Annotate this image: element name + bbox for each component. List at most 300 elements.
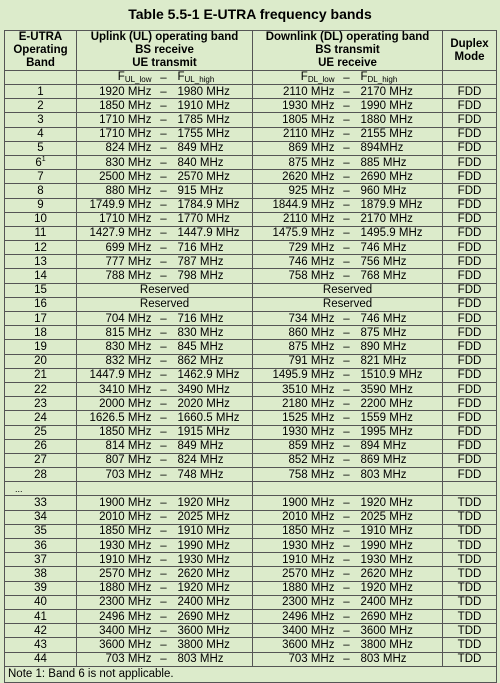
downlink-cell-high: 756 MHz [360,255,407,268]
uplink-cell-low: 1880 MHz [99,582,152,595]
duplex-cell: FDD [443,425,497,439]
downlink-cell-low: 758 MHz [288,468,335,481]
band-number: 8 [37,184,44,197]
uplink-cell-low: 3600 MHz [99,638,152,651]
dash: – [160,397,167,410]
uplink-cell [77,127,253,141]
dash: – [343,369,350,382]
uplink-cell [77,326,253,340]
duplex-cell: FDD [443,127,497,141]
downlink-cell [253,468,443,482]
uplink-cell [77,624,253,638]
band-number: 2 [37,99,44,112]
uplink-cell [77,425,253,439]
downlink-cell-high: 2620 MHz [360,567,413,580]
uplink-cell-low: 1710 MHz [99,213,152,226]
band-number: 24 [34,411,47,424]
band-number: 22 [34,383,47,396]
table-row [5,326,497,340]
dash: – [160,128,167,141]
downlink-cell-low: 1930 MHz [282,99,335,112]
band-cell [5,241,77,255]
table-row [5,425,497,439]
uplink-cell-high: 2400 MHz [177,596,230,609]
downlink-cell-low: 1844.9 MHz [272,199,335,212]
ul-low-label: F [117,71,125,83]
duplex-cell: FDD [443,411,497,425]
downlink-cell-high: 3590 MHz [360,383,413,396]
downlink-header [253,31,443,71]
band-cell [5,226,77,240]
downlink-cell-low: 1525 MHz [282,411,335,424]
uplink-cell-high: 2025 MHz [177,511,230,524]
duplex-cell: TDD [443,609,497,623]
band-number: 17 [34,312,47,325]
dash: – [160,99,167,112]
downlink-cell [253,170,443,184]
table-row [5,397,497,411]
downlink-cell-high: 1880 MHz [360,113,413,126]
dash: – [160,170,167,183]
dash: – [343,454,350,467]
downlink-cell [253,510,443,524]
duplex-cell: FDD [443,85,497,99]
dl-high-label: F [360,71,368,83]
band-footnote-marker: 1 [41,156,46,164]
table-row [5,496,497,510]
duplex-cell: FDD [443,241,497,255]
table-row [5,212,497,226]
downlink-cell-high: 2400 MHz [360,596,413,609]
downlink-cell [253,85,443,99]
downlink-cell-high: 2690 MHz [360,610,413,623]
uplink-cell [77,382,253,396]
downlink-cell-low: 2110 MHz [282,213,335,226]
band-number: 15 [34,284,47,297]
dash: – [343,383,350,396]
band-number: 25 [34,426,47,439]
table-row [5,113,497,127]
dash: – [160,340,167,353]
dash: – [343,312,350,325]
dash: – [343,624,350,637]
band-number: 3 [37,113,44,126]
uplink-subheader [77,71,253,85]
duplex-header [443,31,497,71]
uplink-cell-low: 824 MHz [105,142,152,155]
downlink-cell-low: 3510 MHz [282,383,335,396]
band-number: 19 [34,340,47,353]
downlink-cell [253,226,443,240]
downlink-cell-low: 2300 MHz [282,596,335,609]
dash: – [343,511,350,524]
downlink-cell-high: 2025 MHz [360,511,413,524]
uplink-cell [77,581,253,595]
duplex-cell: TDD [443,652,497,666]
dash: – [160,567,167,580]
table-row [5,155,497,169]
downlink-cell-high: 2155 MHz [360,128,413,141]
downlink-cell-low: 1910 MHz [282,553,335,566]
duplex-cell: TDD [443,539,497,553]
uplink-cell-low: 3410 MHz [99,383,152,396]
band-number: 44 [34,653,47,666]
downlink-cell-low: 859 MHz [288,440,335,453]
band-cell [5,255,77,269]
band-cell [5,312,77,326]
uplink-cell [77,85,253,99]
uplink-cell-high: 1785 MHz [177,113,230,126]
downlink-cell [253,326,443,340]
duplex-subheader [443,71,497,85]
dash: – [343,255,350,268]
downlink-cell-low: 860 MHz [288,326,335,339]
uplink-cell-high: 1920 MHz [177,582,230,595]
uplink-cell-high: 2020 MHz [177,397,230,410]
dash: – [160,255,167,268]
downlink-cell-low: 852 MHz [288,454,335,467]
duplex-cell: TDD [443,638,497,652]
dash: – [160,454,167,467]
downlink-cell-low: 703 MHz [288,653,335,666]
downlink-cell [253,638,443,652]
uplink-cell [77,439,253,453]
downlink-cell-high: 2690 MHz [360,170,413,183]
dash: – [160,624,167,637]
downlink-cell-low: 3600 MHz [282,638,335,651]
table-row [5,624,497,638]
band-cell [5,85,77,99]
uplink-cell-high: 1784.9 MHz [177,199,240,212]
duplex-cell: FDD [443,340,497,354]
downlink-cell-text: Reserved [322,284,373,297]
downlink-cell [253,397,443,411]
table-row [5,524,497,538]
dash: – [160,326,167,339]
downlink-cell [253,340,443,354]
band-cell [5,382,77,396]
uplink-cell-low: 1850 MHz [99,525,152,538]
table-title: Table 5.5-1 E-UTRA frequency bands [128,6,372,22]
duplex-header-line2: Mode [454,50,485,63]
downlink-cell [253,609,443,623]
downlink-cell-high: 1879.9 MHz [360,199,423,212]
uplink-cell-high: 1447.9 MHz [177,227,240,240]
band-number: 39 [34,582,47,595]
band-number: 16 [34,298,47,311]
table-row [5,468,497,482]
uplink-cell [77,553,253,567]
dash: – [343,582,350,595]
band-cell [5,184,77,198]
downlink-cell-low: 2180 MHz [282,397,335,410]
band-number: 20 [34,355,47,368]
uplink-cell [77,354,253,368]
band-number: 27 [34,454,47,467]
downlink-cell-high: 1920 MHz [360,582,413,595]
dash: – [343,170,350,183]
dash: – [343,596,350,609]
downlink-cell [253,539,443,553]
uplink-cell-text: Reserved [139,298,190,311]
uplink-cell-high: 845 MHz [177,340,224,353]
downlink-cell-low: 925 MHz [288,184,335,197]
band-number: 18 [34,326,47,339]
uplink-cell [77,397,253,411]
dash: – [160,156,167,169]
downlink-cell-high: 960 MHz [360,184,407,197]
duplex-cell: TDD [443,581,497,595]
downlink-cell-high: 1495.9 MHz [360,227,423,240]
table-row [5,581,497,595]
band-number: 41 [34,610,47,623]
dash: – [160,539,167,552]
uplink-cell-high: 1915 MHz [177,426,230,439]
uplink-cell-low: 2300 MHz [99,596,152,609]
duplex-cell [443,482,497,496]
uplink-cell-low: 1626.5 MHz [89,411,152,424]
band-number: 23 [34,397,47,410]
downlink-cell-high: 869 MHz [360,454,407,467]
band-number: 10 [34,213,47,226]
downlink-cell-high: 1990 MHz [360,539,413,552]
downlink-cell [253,99,443,113]
table-row [5,439,497,453]
band-cell [5,439,77,453]
uplink-cell-high: 716 MHz [177,241,224,254]
downlink-cell-low: 875 MHz [288,340,335,353]
duplex-cell: FDD [443,184,497,198]
duplex-cell: FDD [443,212,497,226]
band-header-line2: Operating [13,44,68,56]
downlink-cell [253,283,443,297]
downlink-header-line3: UE receive [318,57,377,69]
band-number: 34 [34,511,47,524]
downlink-cell-high: 1510.9 MHz [360,369,423,382]
table-row [5,354,497,368]
downlink-cell-high: 803 MHz [360,653,407,666]
duplex-cell: FDD [443,397,497,411]
uplink-cell [77,496,253,510]
uplink-cell [77,524,253,538]
downlink-cell [253,141,443,155]
uplink-cell-low: 1749.9 MHz [89,199,152,212]
uplink-cell [77,567,253,581]
dash: – [160,270,167,283]
downlink-cell [253,382,443,396]
uplink-cell-low: 1920 MHz [99,85,152,98]
uplink-cell-high: 716 MHz [177,312,224,325]
uplink-cell-low: 1710 MHz [99,113,152,126]
downlink-cell [253,255,443,269]
dl-high-sub: DL_high [367,75,398,84]
duplex-cell: FDD [443,468,497,482]
downlink-cell [253,297,443,311]
table-row [5,99,497,113]
ul-high-label: F [177,71,185,83]
uplink-cell-high: 3800 MHz [177,638,230,651]
dash: – [160,184,167,197]
table-row [5,340,497,354]
dash: – [343,411,350,424]
downlink-cell [253,241,443,255]
dash: – [160,440,167,453]
dash: – [160,383,167,396]
downlink-cell [253,312,443,326]
uplink-header-line2: BS receive [135,44,194,56]
band-cell [5,170,77,184]
dash: – [343,440,350,453]
duplex-cell: FDD [443,326,497,340]
uplink-cell-low: 2496 MHz [99,610,152,623]
dash: – [343,199,350,212]
downlink-cell-high: 2200 MHz [360,397,413,410]
band-cell [5,113,77,127]
band-cell [5,155,77,169]
uplink-cell-high: 748 MHz [177,468,224,481]
downlink-cell [253,453,443,467]
uplink-cell [77,226,253,240]
downlink-cell-high: 2170 MHz [360,213,413,226]
dash: – [343,227,350,240]
dash: – [160,71,167,84]
dash: – [160,369,167,382]
band-number: 9 [37,199,44,212]
duplex-cell: FDD [443,155,497,169]
dash: – [160,113,167,126]
downlink-cell [253,127,443,141]
table-row [5,609,497,623]
dash: – [343,99,350,112]
duplex-cell: FDD [443,99,497,113]
downlink-cell-high: 890 MHz [360,340,407,353]
band-number: 1 [37,85,44,98]
uplink-cell-text: Reserved [139,284,190,297]
table-row [5,85,497,99]
frequency-bands-table [4,30,497,683]
downlink-cell-high: 875 MHz [360,326,407,339]
downlink-cell-low: 1930 MHz [282,539,335,552]
table-row [5,539,497,553]
band-cell [5,539,77,553]
uplink-cell [77,510,253,524]
uplink-cell-high: 2570 MHz [177,170,230,183]
downlink-cell-text: Reserved [322,298,373,311]
band-cell [5,581,77,595]
uplink-header-line3: UE transmit [132,57,197,69]
dash: – [343,539,350,552]
downlink-cell [253,595,443,609]
uplink-cell [77,340,253,354]
uplink-cell-high: 862 MHz [177,355,224,368]
downlink-cell-low: 1930 MHz [282,426,335,439]
duplex-cell: TDD [443,510,497,524]
band-cell [5,283,77,297]
uplink-cell-low: 830 MHz [105,156,152,169]
uplink-cell-low: 777 MHz [105,255,152,268]
uplink-cell-high: 1930 MHz [177,553,230,566]
band-subheader [5,71,77,85]
uplink-cell [77,255,253,269]
uplink-cell-low: 830 MHz [105,340,152,353]
downlink-cell-low: 729 MHz [288,241,335,254]
table-row [5,198,497,212]
band-cell [5,468,77,482]
uplink-cell [77,638,253,652]
band-cell [5,652,77,666]
dash: – [343,213,350,226]
uplink-cell-high: 803 MHz [177,653,224,666]
dash: – [343,113,350,126]
table-row [5,368,497,382]
dash: – [160,610,167,623]
band-number: 35 [34,525,47,538]
uplink-cell-high: 1755 MHz [177,128,230,141]
downlink-subheader [253,71,443,85]
duplex-cell: FDD [443,453,497,467]
uplink-cell-low: 2000 MHz [99,397,152,410]
table-row [5,482,497,496]
uplink-cell-high: 1910 MHz [177,99,230,112]
uplink-cell-low: 699 MHz [105,241,152,254]
downlink-cell-low: 2110 MHz [282,85,335,98]
downlink-cell-low: 2620 MHz [282,170,335,183]
dash: – [343,71,350,84]
downlink-cell-low: 2496 MHz [282,610,335,623]
uplink-cell-low: 2500 MHz [99,170,152,183]
uplink-cell-high: 3490 MHz [177,383,230,396]
uplink-cell-high: 2620 MHz [177,567,230,580]
uplink-cell [77,99,253,113]
duplex-cell: FDD [443,297,497,311]
table-row [5,553,497,567]
uplink-cell-high: 1920 MHz [177,497,230,510]
dash: – [160,426,167,439]
dash: – [343,397,350,410]
band-cell [5,425,77,439]
band-number: 7 [37,170,44,183]
uplink-cell-low: 1710 MHz [99,128,152,141]
downlink-cell [253,652,443,666]
uplink-cell-low: 1850 MHz [99,99,152,112]
uplink-cell [77,368,253,382]
band-cell [5,510,77,524]
uplink-cell [77,269,253,283]
table-row [5,382,497,396]
uplink-cell-low: 807 MHz [105,454,152,467]
downlink-cell-low: 746 MHz [288,255,335,268]
dl-low-sub: DL_low [307,75,335,84]
dash: – [343,638,350,651]
downlink-header-line2: BS transmit [315,44,380,56]
uplink-cell-high: 1660.5 MHz [177,411,240,424]
band-cell [5,198,77,212]
band-cell [5,624,77,638]
dash: – [343,340,350,353]
uplink-cell-low: 1910 MHz [99,553,152,566]
band-number: 43 [34,638,47,651]
table-row [5,255,497,269]
dash: – [343,653,350,666]
band-cell [5,269,77,283]
downlink-cell-low: 875 MHz [288,156,335,169]
uplink-cell [77,141,253,155]
downlink-cell-high: 3800 MHz [360,638,413,651]
uplink-cell [77,468,253,482]
dash: – [343,610,350,623]
downlink-cell-high: 894MHz [360,142,404,155]
uplink-cell-high: 1770 MHz [177,213,230,226]
